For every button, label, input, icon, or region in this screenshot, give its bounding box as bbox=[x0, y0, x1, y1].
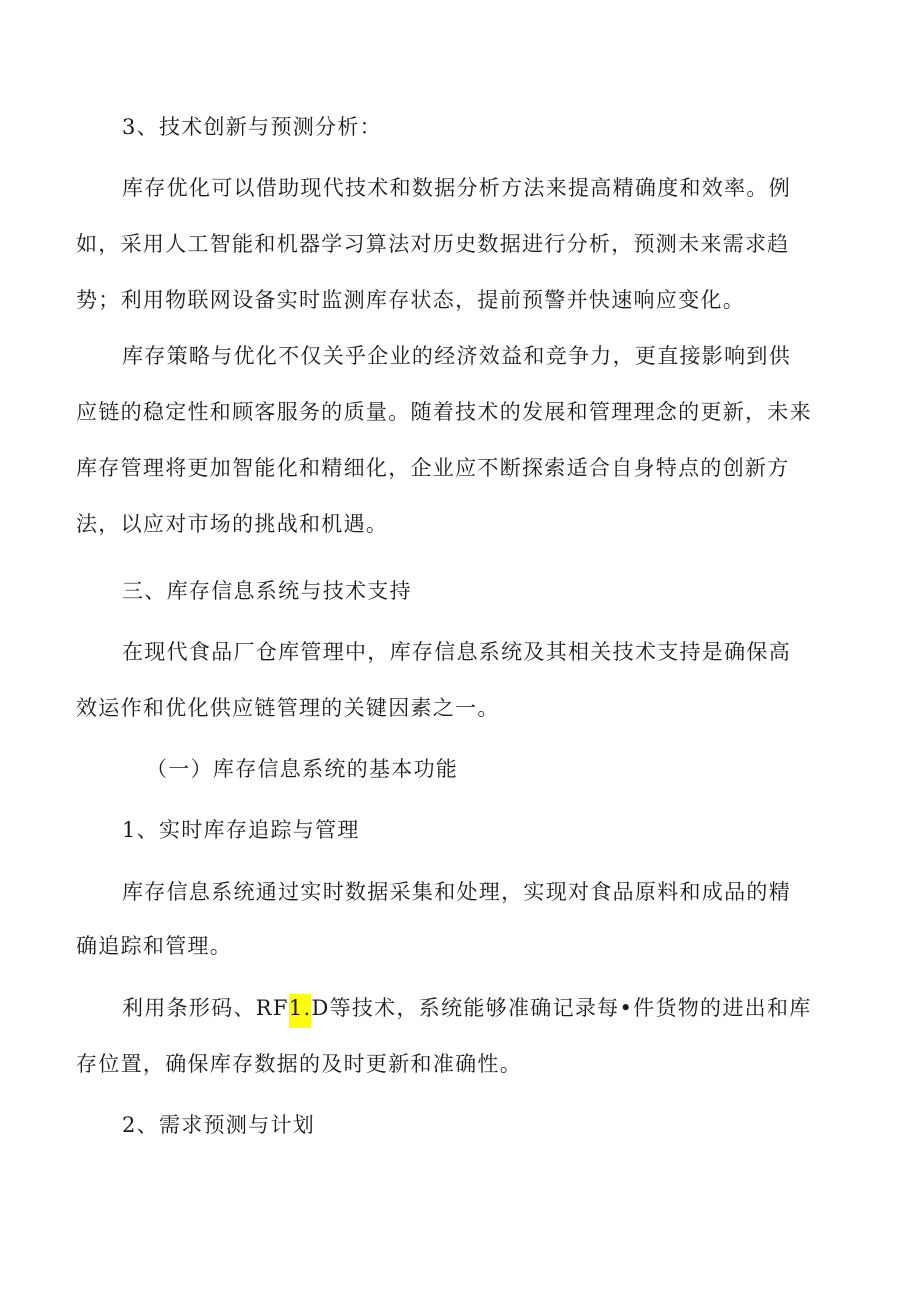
paragraph-line: 存位置，确保库存数据的及时更新和准确性。 bbox=[76, 1052, 522, 1076]
text-run: 利用条形码、RF bbox=[122, 996, 289, 1020]
highlighted-text: 1. bbox=[289, 994, 312, 1028]
paragraph-line: 库存信息系统通过实时数据采集和处理，实现对食品原料和成品的精 bbox=[122, 880, 791, 904]
paragraph-line: 势；利用物联网设备实时监测库存状态，提前预警并快速响应变化。 bbox=[76, 288, 745, 312]
paragraph-line: 库存策略与优化不仅关乎企业的经济效益和竞争力，更直接影响到供 bbox=[122, 344, 791, 368]
paragraph-line: 效运作和优化供应链管理的关键因素之一。 bbox=[76, 696, 500, 720]
paragraph-line: 应链的稳定性和顾客服务的质量。随着技术的发展和管理理念的更新，未来 bbox=[76, 400, 812, 424]
paragraph-line: 法，以应对市场的挑战和机遇。 bbox=[76, 512, 389, 536]
paragraph-line: 库存管理将更加智能化和精细化，企业应不断探索适合自身特点的创新方 bbox=[76, 456, 790, 480]
paragraph-line: 在现代食品厂仓库管理中，库存信息系统及其相关技术支持是确保高 bbox=[122, 640, 791, 664]
item-heading-realtime-tracking: 1、实时库存追踪与管理 bbox=[122, 818, 360, 842]
text-run: D等技术，系统能够准确记录每•件货物的进出和库 bbox=[311, 996, 812, 1020]
item-heading-demand-forecast: 2、需求预测与计划 bbox=[122, 1113, 316, 1137]
paragraph-line bbox=[122, 993, 812, 1023]
paragraph-line: 库存优化可以借助现代技术和数据分析方法来提高精确度和效率。例 bbox=[122, 176, 791, 200]
subsection-heading-basic-functions: （一）库存信息系统的基本功能 bbox=[146, 757, 459, 781]
paragraph-line: 确追踪和管理。 bbox=[76, 934, 233, 958]
section-heading-info-system: 三、库存信息系统与技术支持 bbox=[122, 579, 412, 603]
paragraph-line: 如，采用人工智能和机器学习算法对历史数据进行分析，预测未来需求趋 bbox=[76, 232, 790, 256]
heading-tech-innovation: 3、技术创新与预测分析： bbox=[122, 115, 382, 139]
